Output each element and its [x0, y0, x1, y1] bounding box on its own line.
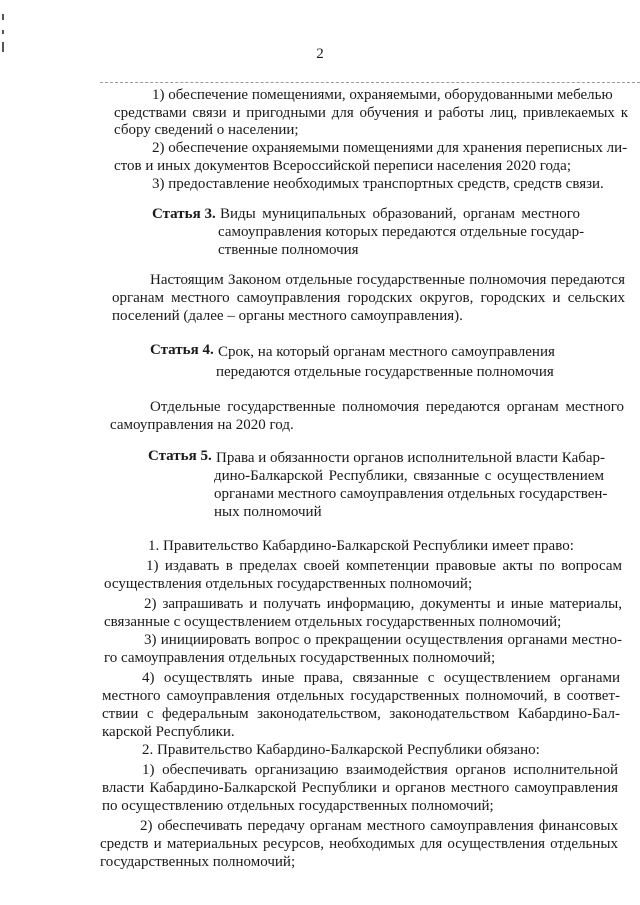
paragraph-line: 1) обеспечивать организацию взаимодействия органов исполнительной: [142, 762, 618, 778]
article-title: ственные полномочия: [218, 242, 359, 258]
article-title: самоуправления которых передаются отдельные государ-: [218, 224, 585, 240]
scan-artifact-mark: [2, 14, 4, 20]
scan-artifact-mark: [2, 30, 4, 34]
article-title: ных полномочий: [214, 504, 322, 520]
article-title: Виды муниципальных образований, органам местного: [220, 206, 580, 222]
page-number: 2: [316, 46, 324, 62]
article-label: Статья 4.: [150, 342, 214, 358]
article-title: передаются отдельные государственные полномочия: [216, 364, 554, 380]
scan-artifact-line: [100, 82, 640, 83]
paragraph-line: 2) запрашивать и получать информацию, документы и иные материалы,: [144, 596, 622, 612]
paragraph-line: 2) обеспечивать передачу органам местного самоуправления финансовых: [140, 818, 618, 834]
paragraph-line: ствии с федеральным законодательством, законодательством Кабардино-Бал-: [102, 706, 620, 722]
article-title: Права и обязанности органов исполнительной власти Кабар-: [216, 450, 606, 466]
paragraph-line: местного самоуправления отдельных государственных полномочий, в соответ-: [102, 688, 620, 704]
paragraph-line: самоуправления на 2020 год.: [110, 417, 294, 433]
paragraph-line: органам местного самоуправления городских округов, городских и сельских: [112, 290, 625, 306]
paragraph-line: осуществления отдельных государственных полномочий;: [104, 576, 473, 592]
article-label: Статья 3.: [152, 206, 216, 222]
list-item: средствами связи и пригодными для обучения и работы лиц, привлекаемых к: [114, 105, 628, 121]
list-item: сбору сведений о населении;: [114, 122, 299, 138]
paragraph-line: по осуществлению отдельных государственных полномочий;: [102, 798, 494, 814]
paragraph-line: 3) инициировать вопрос о прекращении осуществления органами местно-: [144, 632, 622, 648]
article-title: Срок, на который органам местного самоуправления: [218, 344, 555, 360]
list-item: 1) обеспечение помещениями, охраняемыми, оборудованными мебелью: [152, 87, 613, 103]
paragraph-line: 2. Правительство Кабардино-Балкарской Республики обязано:: [142, 742, 540, 758]
paragraph-line: Отдельные государственные полномочия передаются органам местного: [150, 399, 624, 415]
list-item: стов и иных документов Всероссийской переписи населения 2020 года;: [114, 158, 572, 174]
article-title: дино-Балкарской Республики, связанные с осуществлением: [214, 468, 604, 484]
paragraph-line: Настоящим Законом отдельные государственные полномочия передаются: [150, 272, 625, 288]
paragraph-line: власти Кабардино-Балкарской Республики и органов местного самоуправления: [102, 780, 618, 796]
paragraph-line: 1. Правительство Кабардино-Балкарской Республики имеет право:: [148, 538, 574, 554]
list-item: 2) обеспечение охраняемыми помещениями для хранения переписных ли-: [152, 140, 628, 156]
paragraph-line: 4) осуществлять иные права, связанные с осуществлением органами: [142, 670, 620, 686]
paragraph-line: связанные с осуществлением отдельных государственных полномочий;: [104, 614, 562, 630]
paragraph-line: 1) издавать в пределах своей компетенции правовые акты по вопросам: [146, 558, 622, 574]
list-item: 3) предоставление необходимых транспортных средств, средств связи.: [152, 176, 604, 192]
paragraph-line: карской Республики.: [102, 724, 235, 740]
paragraph-line: поселений (далее – органы местного самоуправления).: [112, 308, 463, 324]
article-label: Статья 5.: [148, 448, 212, 464]
paragraph-line: го самоуправления отдельных государственных полномочий;: [104, 650, 496, 666]
paragraph-line: государственных полномочий;: [100, 854, 296, 870]
paragraph-line: средств и материальных ресурсов, необходимых для осуществления отдельных: [100, 836, 618, 852]
article-title: органами местного самоуправления отдельных государствен-: [214, 486, 608, 502]
